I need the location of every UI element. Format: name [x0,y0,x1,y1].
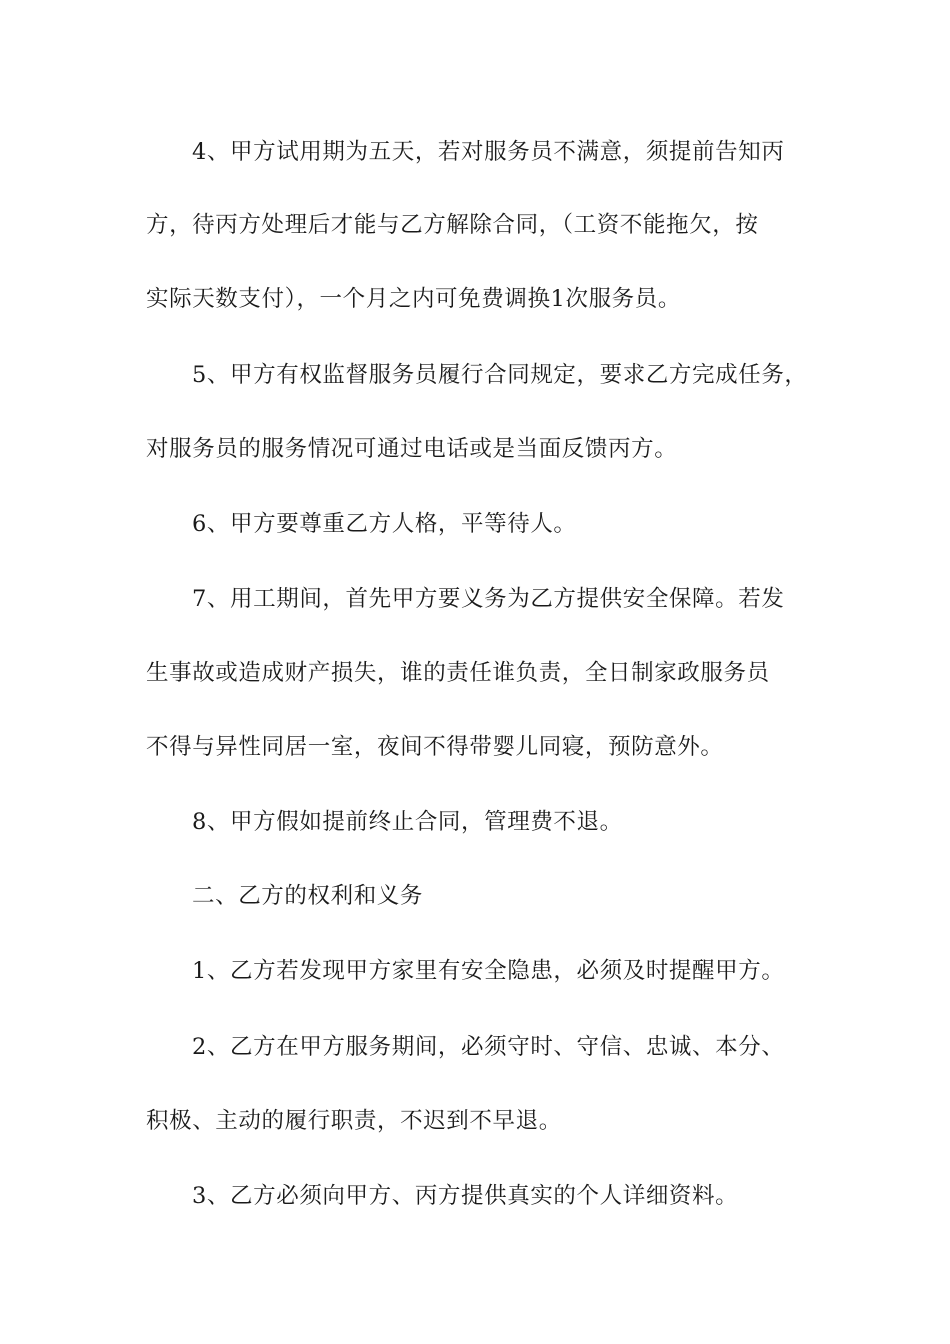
clause-a7-line-2: 生事故或造成财产损失，谁的责任谁负责，全日制家政服务员 [146,660,770,686]
clause-a5-line-1: 5、甲方有权监督服务员履行合同规定，要求乙方完成任务， [192,362,808,388]
clause-b2-line-1: 2、乙方在甲方服务期间，必须守时、守信、忠诚、本分、 [192,1034,785,1060]
clause-a4-line-2: 方，待丙方处理后才能与乙方解除合同，（工资不能拖欠，按 [146,212,759,238]
clause-a7-line-1: 7、用工期间，首先甲方要义务为乙方提供安全保障。若发 [192,586,785,612]
clause-a8: 8、甲方假如提前终止合同，管理费不退。 [192,809,623,835]
clause-a6: 6、甲方要尊重乙方人格，平等待人。 [192,511,577,537]
clause-a4-line-3: 实际天数支付），一个月之内可免费调换1次服务员。 [146,286,681,312]
section-heading-party-b: 二、乙方的权利和义务 [192,883,424,909]
clause-b2-line-2: 积极、主动的履行职责，不迟到不早退。 [146,1108,562,1134]
clause-a7-line-3: 不得与异性同居一室，夜间不得带婴儿同寝，预防意外。 [146,734,724,760]
clause-a4-line-1: 4、甲方试用期为五天，若对服务员不满意，须提前告知丙 [192,139,785,165]
clause-b1: 1、乙方若发现甲方家里有安全隐患，必须及时提醒甲方。 [192,958,785,984]
clause-b3: 3、乙方必须向甲方、丙方提供真实的个人详细资料。 [192,1183,739,1209]
clause-a5-line-2: 对服务员的服务情况可通过电话或是当面反馈丙方。 [146,436,678,462]
